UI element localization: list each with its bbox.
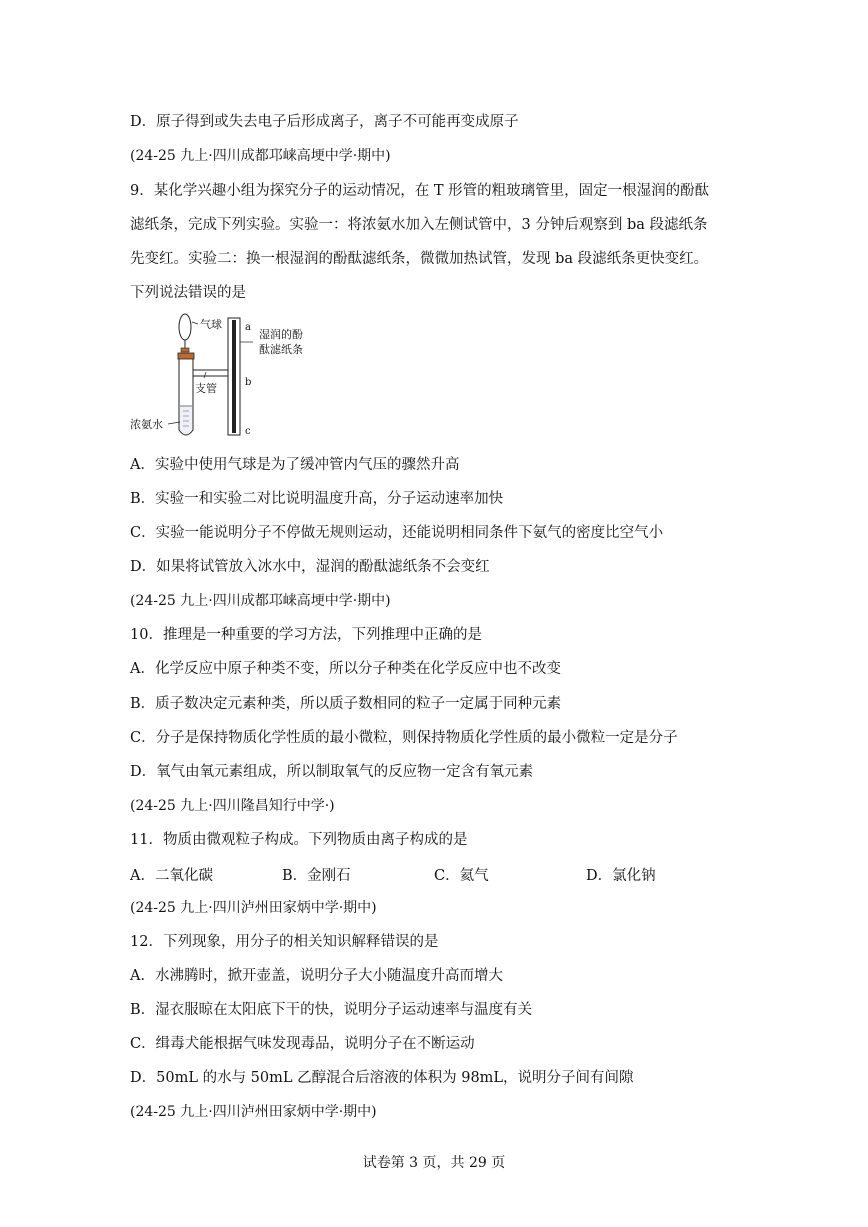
q12-option-b: B．湿衣服晾在太阳底下干的快，说明分子运动速率与温度有关	[130, 1002, 533, 1018]
q10-option-c: C．分子是保持物质化学性质的最小微粒，则保持物质化学性质的最小微粒一定是分子	[130, 730, 678, 746]
paper-label-1: 湿润的酚	[259, 328, 303, 341]
branch-label: 支管	[195, 382, 217, 395]
ammonia-label: 浓氨水	[130, 418, 163, 431]
q12-option-a: A．水沸腾时，掀开壶盖，说明分子大小随温度升高而增大	[130, 968, 503, 984]
stopper-shape	[178, 353, 194, 359]
filter-paper-strip	[232, 320, 236, 433]
q10-option-b: B．质子数决定元素种类，所以质子数相同的粒子一定属于同种元素	[130, 696, 562, 712]
q12-source: (24-25 九上·四川泸州田家炳中学·期中)	[130, 900, 377, 916]
q12-option-d: D．50mL 的水与 50mL 乙醇混合后溶液的体积为 98mL，说明分子间有间隙	[130, 1070, 634, 1086]
q9-option-d: D．如果将试管放入冰水中，湿润的酚酞滤纸条不会变红	[130, 559, 490, 575]
q11-option-a: A．二氧化碳	[130, 868, 213, 884]
q13-source: (24-25 九上·四川泸州田家炳中学·期中)	[130, 1104, 377, 1120]
q10-option-a: A．化学反应中原子种类不变，所以分子种类在化学反应中也不改变	[130, 661, 561, 677]
t-tube-apparatus-figure	[128, 310, 328, 444]
q9-option-a: A．实验中使用气球是为了缓冲管内气压的骤然升高	[130, 457, 460, 473]
q12-stem: 12．下列现象，用分子的相关知识解释错误的是	[130, 934, 439, 950]
q11-stem: 11．物质由微观粒子构成。下列物质由离子构成的是	[130, 832, 468, 848]
q10-source: (24-25 九上·四川成都邛崃高埂中学·期中)	[130, 593, 391, 609]
q8-option-d: D．原子得到或失去电子后形成离子，离子不可能再变成原子	[130, 114, 519, 130]
point-b-label: b	[245, 377, 252, 388]
q9-stem-line-1: 9．某化学兴趣小组为探究分子的运动情况，在 T 形管的粗玻璃管里，固定一根湿润的酚酞	[130, 183, 710, 199]
balloon-label: 气球	[200, 318, 222, 331]
q9-stem-line-2: 滤纸条，完成下列实验。实验一：将浓氨水加入左侧试管中，3 分钟后观察到 ba 段滤纸条	[130, 217, 708, 233]
paper-label-2: 酞滤纸条	[259, 343, 303, 356]
page-footer: 试卷第 3 页，共 29 页	[362, 1155, 506, 1171]
q9-stem-line-3: 先变红。实验二：换一根湿润的酚酞滤纸条，微微加热试管，发现 ba 段滤纸条更快变红。	[130, 251, 709, 267]
q9-source: (24-25 九上·四川成都邛崃高埂中学·期中)	[130, 148, 391, 164]
q11-option-c: C．氦气	[434, 868, 489, 884]
q11-option-b: B．金刚石	[282, 868, 351, 884]
q10-option-d: D．氧气由氧元素组成，所以制取氧气的反应物一定含有氧元素	[130, 764, 534, 780]
q10-stem: 10．推理是一种重要的学习方法，下列推理中正确的是	[130, 627, 482, 643]
q11-source: (24-25 九上·四川隆昌知行中学·)	[130, 798, 335, 814]
q9-option-b: B．实验一和实验二对比说明温度升高，分子运动速率加快	[130, 491, 504, 507]
q9-stem-line-4: 下列说法错误的是	[130, 285, 246, 301]
q12-option-c: C．缉毒犬能根据气味发现毒品，说明分子在不断运动	[130, 1036, 475, 1052]
q11-options	[130, 864, 750, 884]
balloon-shape	[179, 314, 191, 340]
point-a-label: a	[245, 322, 251, 333]
q9-option-c: C．实验一能说明分子不停做无规则运动，还能说明相同条件下氨气的密度比空气小	[130, 525, 664, 541]
point-c-label: c	[245, 426, 251, 437]
q11-option-d: D．氯化钠	[586, 868, 656, 884]
